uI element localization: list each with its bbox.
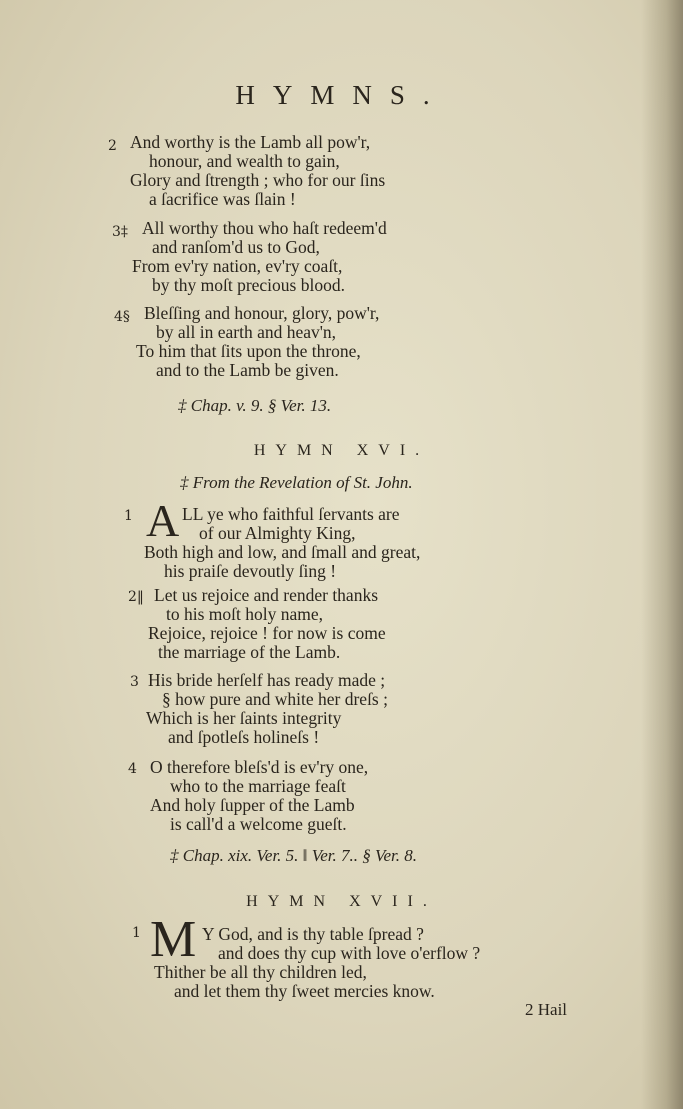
verse-line: by thy moſt precious blood. — [152, 275, 345, 295]
drop-cap: A — [146, 495, 180, 546]
stanza — [150, 758, 368, 834]
stanza — [148, 585, 386, 662]
verse-line: the marriage of the Lamb. — [158, 642, 341, 662]
stanza-number: 1 — [124, 508, 133, 524]
verse-line: Bleſſing and honour, glory, pow'r, — [144, 303, 380, 323]
verse-line: is call'd a welcome gueſt. — [170, 814, 347, 834]
verse-line: And holy ſupper of the Lamb — [150, 795, 355, 815]
verse-line: and ranſom'd us to God, — [152, 237, 320, 257]
verse-line: § how pure and white her dreſs ; — [162, 689, 388, 709]
verse-line: of our Almighty King, — [199, 523, 356, 543]
verse-line: LL ye who faithful ſervants are — [182, 504, 400, 524]
stanza — [144, 504, 421, 581]
stanza-number: 2‖ — [128, 589, 144, 605]
stanza — [136, 303, 380, 380]
stanza-number: 2 — [108, 138, 117, 154]
verse-line: O therefore bleſs'd is ev'ry one, — [150, 757, 369, 777]
catchword: 2 Hail — [525, 1000, 568, 1019]
verse-line: a ſacrifice was ſlain ! — [149, 189, 296, 209]
verse-line: Let us rejoice and render thanks — [154, 585, 379, 605]
scripture-reference: ‡ Chap. xix. Ver. 5. ‖ Ver. 7.. § Ver. 8. — [170, 846, 418, 865]
verse-line: who to the marriage feaſt — [170, 776, 346, 796]
stanza-number: 3‡ — [112, 224, 128, 240]
verse-line: Glory and ſtrength ; who for our ſins — [130, 170, 386, 190]
verse-line: honour, and wealth to gain, — [149, 151, 340, 171]
page-gutter-shadow — [641, 0, 683, 1109]
verse-line: Thither be all thy children led, — [154, 962, 367, 982]
stanza — [130, 133, 385, 209]
stanza-number: 4 — [128, 761, 137, 777]
verse-line: and to the Lamb be given. — [156, 360, 339, 380]
stanza-number: 4§ — [114, 309, 130, 325]
verse-line: Y God, and is thy table ſpread ? — [202, 924, 424, 944]
scripture-reference: ‡ Chap. v. 9. § Ver. 13. — [178, 396, 332, 415]
verse-line: by all in earth and heav'n, — [156, 322, 337, 342]
verse-line: to his moſt holy name, — [166, 604, 324, 624]
verse-line: To him that ſits upon the throne, — [136, 341, 361, 361]
verse-line: his praiſe devoutly ſing ! — [164, 561, 337, 581]
drop-cap: M — [150, 911, 197, 968]
verse-line: and does thy cup with love o'erflow ? — [218, 943, 481, 963]
verse-line: Both high and low, and ſmall and great, — [144, 542, 421, 562]
verse-line: and let them thy ſweet mercies know. — [174, 981, 435, 1001]
page-header: HYMNS. — [235, 80, 448, 110]
verse-line: All worthy thou who haſt redeem'd — [142, 218, 387, 238]
stanza — [132, 218, 387, 295]
verse-line: Which is her ſaints integrity — [146, 708, 342, 728]
stanza — [154, 924, 481, 1001]
stanza-number: 3 — [130, 674, 139, 690]
hymn-title: HYMN XVI. — [253, 442, 430, 459]
verse-line: His bride herſelf has ready made ; — [148, 670, 386, 690]
verse-line: and ſpotleſs holineſs ! — [168, 727, 320, 747]
stanza — [148, 671, 388, 747]
hymn-subtitle: ‡ From the Revelation of St. John. — [180, 473, 413, 492]
hymn-title: HYMN XVII. — [246, 893, 437, 910]
stanza-number: 1 — [132, 925, 141, 941]
verse-line: And worthy is the Lamb all pow'r, — [130, 132, 371, 152]
verse-line: From ev'ry nation, ev'ry coaſt, — [132, 256, 343, 276]
verse-line: Rejoice, rejoice ! for now is come — [148, 623, 386, 643]
